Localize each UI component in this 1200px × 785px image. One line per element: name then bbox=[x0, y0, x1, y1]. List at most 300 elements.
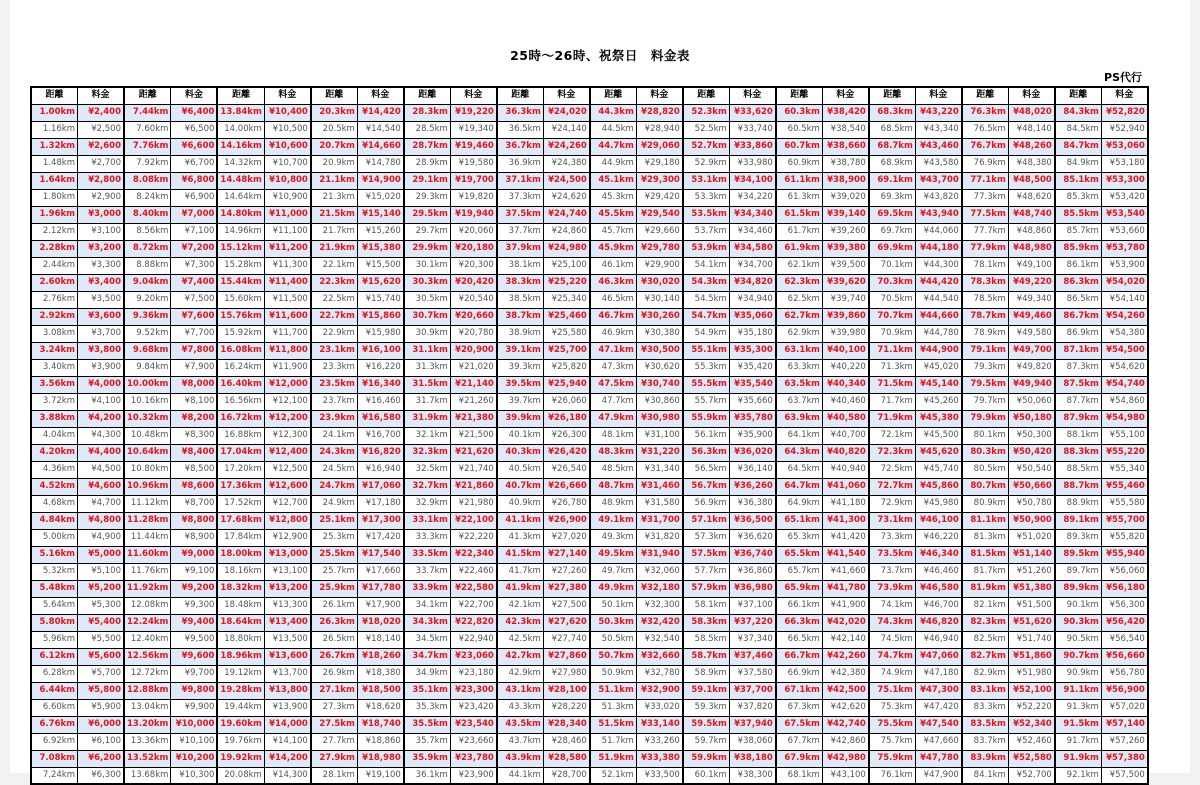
fare-cell: ¥29,060 bbox=[636, 138, 683, 155]
fare-cell: ¥33,140 bbox=[636, 716, 683, 733]
table-row bbox=[31, 121, 1148, 138]
distance-cell: 1.80km bbox=[31, 189, 78, 206]
distance-cell: 34.1km bbox=[404, 597, 451, 614]
fare-cell: ¥46,940 bbox=[915, 631, 962, 648]
distance-cell: 76.9km bbox=[962, 155, 1009, 172]
fare-cell: ¥47,540 bbox=[915, 716, 962, 733]
fare-cell: ¥45,380 bbox=[915, 410, 962, 427]
fare-cell: ¥33,020 bbox=[636, 699, 683, 716]
fare-cell: ¥5,100 bbox=[78, 563, 125, 580]
fare-cell: ¥51,140 bbox=[1008, 546, 1055, 563]
distance-cell: 86.1km bbox=[1055, 257, 1102, 274]
distance-cell: 58.9km bbox=[683, 665, 730, 682]
distance-cell: 55.9km bbox=[683, 410, 730, 427]
distance-cell: 66.5km bbox=[776, 631, 823, 648]
distance-cell: 64.1km bbox=[776, 427, 823, 444]
distance-cell: 23.3km bbox=[311, 359, 358, 376]
fare-cell: ¥44,540 bbox=[915, 291, 962, 308]
fare-cell: ¥12,600 bbox=[264, 478, 311, 495]
header-distance: 距離 bbox=[497, 87, 544, 104]
page-title: 25時～26時、祝祭日 料金表 bbox=[510, 48, 690, 63]
fare-cell: ¥11,400 bbox=[264, 274, 311, 291]
fare-cell: ¥50,180 bbox=[1008, 410, 1055, 427]
fare-cell: ¥53,660 bbox=[1101, 223, 1148, 240]
distance-cell: 84.1km bbox=[962, 767, 1009, 784]
distance-cell: 83.3km bbox=[962, 699, 1009, 716]
fare-cell: ¥13,600 bbox=[264, 648, 311, 665]
distance-cell: 70.5km bbox=[869, 291, 916, 308]
header-fare: 料金 bbox=[543, 87, 590, 104]
distance-cell: 40.9km bbox=[497, 495, 544, 512]
distance-cell: 57.9km bbox=[683, 580, 730, 597]
fare-cell: ¥24,260 bbox=[543, 138, 590, 155]
distance-cell: 79.9km bbox=[962, 410, 1009, 427]
fare-cell: ¥12,500 bbox=[264, 461, 311, 478]
fare-cell: ¥49,100 bbox=[1008, 257, 1055, 274]
distance-cell: 45.3km bbox=[590, 189, 637, 206]
distance-cell: 15.76km bbox=[217, 308, 264, 325]
fare-cell: ¥24,140 bbox=[543, 121, 590, 138]
distance-cell: 3.40km bbox=[31, 359, 78, 376]
fare-cell: ¥27,740 bbox=[543, 631, 590, 648]
fare-cell: ¥4,100 bbox=[78, 393, 125, 410]
fare-cell: ¥43,940 bbox=[915, 206, 962, 223]
distance-cell: 87.1km bbox=[1055, 342, 1102, 359]
fare-cell: ¥25,700 bbox=[543, 342, 590, 359]
distance-cell: 81.9km bbox=[962, 580, 1009, 597]
distance-cell: 24.7km bbox=[311, 478, 358, 495]
fare-cell: ¥54,740 bbox=[1101, 376, 1148, 393]
header-fare: 料金 bbox=[1008, 87, 1055, 104]
table-row bbox=[31, 495, 1148, 512]
distance-cell: 80.7km bbox=[962, 478, 1009, 495]
distance-cell: 72.3km bbox=[869, 444, 916, 461]
distance-cell: 40.5km bbox=[497, 461, 544, 478]
fare-cell: ¥7,500 bbox=[171, 291, 218, 308]
distance-cell: 11.28km bbox=[124, 512, 171, 529]
fare-cell: ¥30,620 bbox=[636, 359, 683, 376]
distance-cell: 40.7km bbox=[497, 478, 544, 495]
fare-cell: ¥9,300 bbox=[171, 597, 218, 614]
distance-cell: 47.3km bbox=[590, 359, 637, 376]
distance-cell: 5.96km bbox=[31, 631, 78, 648]
fare-cell: ¥47,420 bbox=[915, 699, 962, 716]
distance-cell: 10.64km bbox=[124, 444, 171, 461]
fare-cell: ¥40,820 bbox=[822, 444, 869, 461]
distance-cell: 69.7km bbox=[869, 223, 916, 240]
distance-cell: 22.5km bbox=[311, 291, 358, 308]
fare-cell: ¥25,580 bbox=[543, 325, 590, 342]
distance-cell: 57.1km bbox=[683, 512, 730, 529]
fare-cell: ¥21,980 bbox=[450, 495, 497, 512]
distance-cell: 44.9km bbox=[590, 155, 637, 172]
fare-cell: ¥18,020 bbox=[357, 614, 404, 631]
distance-cell: 37.5km bbox=[497, 206, 544, 223]
distance-cell: 56.7km bbox=[683, 478, 730, 495]
fare-cell: ¥19,220 bbox=[450, 104, 497, 121]
distance-cell: 84.3km bbox=[1055, 104, 1102, 121]
distance-cell: 49.1km bbox=[590, 512, 637, 529]
distance-cell: 37.9km bbox=[497, 240, 544, 257]
distance-cell: 44.3km bbox=[590, 104, 637, 121]
fare-cell: ¥6,400 bbox=[171, 104, 218, 121]
fare-cell: ¥39,980 bbox=[822, 325, 869, 342]
distance-cell: 21.3km bbox=[311, 189, 358, 206]
fare-cell: ¥9,600 bbox=[171, 648, 218, 665]
fare-cell: ¥21,860 bbox=[450, 478, 497, 495]
distance-cell: 19.12km bbox=[217, 665, 264, 682]
distance-cell: 70.7km bbox=[869, 308, 916, 325]
distance-cell: 73.1km bbox=[869, 512, 916, 529]
distance-cell: 10.32km bbox=[124, 410, 171, 427]
header-fare: 料金 bbox=[78, 87, 125, 104]
distance-cell: 9.20km bbox=[124, 291, 171, 308]
fare-cell: ¥54,020 bbox=[1101, 274, 1148, 291]
distance-cell: 16.56km bbox=[217, 393, 264, 410]
fare-cell: ¥35,780 bbox=[729, 410, 776, 427]
fare-cell: ¥8,600 bbox=[171, 478, 218, 495]
distance-cell: 88.7km bbox=[1055, 478, 1102, 495]
distance-cell: 65.3km bbox=[776, 529, 823, 546]
distance-cell: 13.68km bbox=[124, 767, 171, 784]
distance-cell: 14.00km bbox=[217, 121, 264, 138]
distance-cell: 16.40km bbox=[217, 376, 264, 393]
table-row bbox=[31, 665, 1148, 682]
distance-cell: 87.5km bbox=[1055, 376, 1102, 393]
fare-cell: ¥21,740 bbox=[450, 461, 497, 478]
fare-cell: ¥39,500 bbox=[822, 257, 869, 274]
distance-cell: 74.9km bbox=[869, 665, 916, 682]
distance-cell: 30.3km bbox=[404, 274, 451, 291]
fare-cell: ¥52,100 bbox=[1008, 682, 1055, 699]
distance-cell: 59.9km bbox=[683, 750, 730, 767]
distance-cell: 72.9km bbox=[869, 495, 916, 512]
distance-cell: 16.08km bbox=[217, 342, 264, 359]
fare-cell: ¥30,020 bbox=[636, 274, 683, 291]
fare-cell: ¥41,420 bbox=[822, 529, 869, 546]
fare-cell: ¥38,180 bbox=[729, 750, 776, 767]
distance-cell: 8.72km bbox=[124, 240, 171, 257]
distance-cell: 19.44km bbox=[217, 699, 264, 716]
fare-cell: ¥46,700 bbox=[915, 597, 962, 614]
distance-cell: 36.1km bbox=[404, 767, 451, 784]
distance-cell: 43.5km bbox=[497, 716, 544, 733]
fare-cell: ¥42,500 bbox=[822, 682, 869, 699]
fare-cell: ¥27,260 bbox=[543, 563, 590, 580]
distance-cell: 84.9km bbox=[1055, 155, 1102, 172]
fare-cell: ¥3,300 bbox=[78, 257, 125, 274]
fare-cell: ¥15,980 bbox=[357, 325, 404, 342]
distance-cell: 82.1km bbox=[962, 597, 1009, 614]
fare-cell: ¥48,020 bbox=[1008, 104, 1055, 121]
distance-cell: 2.92km bbox=[31, 308, 78, 325]
fare-cell: ¥4,200 bbox=[78, 410, 125, 427]
fare-cell: ¥24,380 bbox=[543, 155, 590, 172]
fare-cell: ¥50,900 bbox=[1008, 512, 1055, 529]
fare-cell: ¥3,400 bbox=[78, 274, 125, 291]
distance-cell: 53.9km bbox=[683, 240, 730, 257]
fare-cell: ¥31,820 bbox=[636, 529, 683, 546]
header-fare: 料金 bbox=[264, 87, 311, 104]
fare-cell: ¥44,780 bbox=[915, 325, 962, 342]
fare-cell: ¥17,900 bbox=[357, 597, 404, 614]
fare-cell: ¥44,180 bbox=[915, 240, 962, 257]
fare-cell: ¥34,700 bbox=[729, 257, 776, 274]
distance-cell: 82.3km bbox=[962, 614, 1009, 631]
distance-cell: 73.5km bbox=[869, 546, 916, 563]
distance-cell: 29.1km bbox=[404, 172, 451, 189]
distance-cell: 63.7km bbox=[776, 393, 823, 410]
table-row bbox=[31, 104, 1148, 121]
fare-cell: ¥40,100 bbox=[822, 342, 869, 359]
fare-cell: ¥33,740 bbox=[729, 121, 776, 138]
distance-cell: 76.1km bbox=[869, 767, 916, 784]
distance-cell: 82.5km bbox=[962, 631, 1009, 648]
fare-cell: ¥40,940 bbox=[822, 461, 869, 478]
fare-cell: ¥49,940 bbox=[1008, 376, 1055, 393]
distance-cell: 59.7km bbox=[683, 733, 730, 750]
distance-cell: 7.24km bbox=[31, 767, 78, 784]
fare-cell: ¥27,380 bbox=[543, 580, 590, 597]
fare-cell: ¥9,400 bbox=[171, 614, 218, 631]
fare-cell: ¥5,000 bbox=[78, 546, 125, 563]
distance-cell: 21.7km bbox=[311, 223, 358, 240]
distance-cell: 83.9km bbox=[962, 750, 1009, 767]
table-row bbox=[31, 291, 1148, 308]
fare-cell: ¥37,820 bbox=[729, 699, 776, 716]
fare-cell: ¥56,540 bbox=[1101, 631, 1148, 648]
table-row bbox=[31, 189, 1148, 206]
fare-cell: ¥7,400 bbox=[171, 274, 218, 291]
distance-cell: 7.76km bbox=[124, 138, 171, 155]
distance-cell: 15.60km bbox=[217, 291, 264, 308]
distance-cell: 76.5km bbox=[962, 121, 1009, 138]
distance-cell: 49.5km bbox=[590, 546, 637, 563]
fare-cell: ¥38,660 bbox=[822, 138, 869, 155]
fare-cell: ¥45,140 bbox=[915, 376, 962, 393]
fare-cell: ¥5,300 bbox=[78, 597, 125, 614]
distance-cell: 26.3km bbox=[311, 614, 358, 631]
fare-cell: ¥48,620 bbox=[1008, 189, 1055, 206]
fare-cell: ¥9,200 bbox=[171, 580, 218, 597]
fare-cell: ¥7,100 bbox=[171, 223, 218, 240]
fare-cell: ¥56,660 bbox=[1101, 648, 1148, 665]
fare-cell: ¥26,660 bbox=[543, 478, 590, 495]
fare-cell: ¥27,500 bbox=[543, 597, 590, 614]
distance-cell: 32.5km bbox=[404, 461, 451, 478]
distance-cell: 59.5km bbox=[683, 716, 730, 733]
table-row bbox=[31, 308, 1148, 325]
distance-cell: 29.7km bbox=[404, 223, 451, 240]
fare-cell: ¥47,900 bbox=[915, 767, 962, 784]
distance-cell: 32.7km bbox=[404, 478, 451, 495]
fare-cell: ¥56,300 bbox=[1101, 597, 1148, 614]
fare-cell: ¥14,540 bbox=[357, 121, 404, 138]
distance-cell: 69.3km bbox=[869, 189, 916, 206]
fare-cell: ¥52,820 bbox=[1101, 104, 1148, 121]
fare-cell: ¥42,260 bbox=[822, 648, 869, 665]
fare-cell: ¥20,780 bbox=[450, 325, 497, 342]
fare-cell: ¥11,500 bbox=[264, 291, 311, 308]
distance-cell: 58.5km bbox=[683, 631, 730, 648]
distance-cell: 67.3km bbox=[776, 699, 823, 716]
fare-cell: ¥16,940 bbox=[357, 461, 404, 478]
fare-cell: ¥6,300 bbox=[78, 767, 125, 784]
distance-cell: 51.5km bbox=[590, 716, 637, 733]
fare-cell: ¥33,860 bbox=[729, 138, 776, 155]
distance-cell: 60.9km bbox=[776, 155, 823, 172]
distance-cell: 11.60km bbox=[124, 546, 171, 563]
distance-cell: 60.1km bbox=[683, 767, 730, 784]
distance-cell: 9.04km bbox=[124, 274, 171, 291]
table-row bbox=[31, 478, 1148, 495]
distance-cell: 47.9km bbox=[590, 410, 637, 427]
fare-cell: ¥26,540 bbox=[543, 461, 590, 478]
distance-cell: 25.3km bbox=[311, 529, 358, 546]
distance-cell: 17.52km bbox=[217, 495, 264, 512]
distance-cell: 22.7km bbox=[311, 308, 358, 325]
fare-cell: ¥19,700 bbox=[450, 172, 497, 189]
fare-cell: ¥5,700 bbox=[78, 665, 125, 682]
distance-cell: 38.7km bbox=[497, 308, 544, 325]
fare-cell: ¥17,180 bbox=[357, 495, 404, 512]
distance-cell: 6.60km bbox=[31, 699, 78, 716]
distance-cell: 52.1km bbox=[590, 767, 637, 784]
fare-cell: ¥15,140 bbox=[357, 206, 404, 223]
fare-cell: ¥46,820 bbox=[915, 614, 962, 631]
table-row bbox=[31, 257, 1148, 274]
fare-cell: ¥13,900 bbox=[264, 699, 311, 716]
distance-cell: 23.7km bbox=[311, 393, 358, 410]
fare-cell: ¥17,660 bbox=[357, 563, 404, 580]
fare-cell: ¥15,620 bbox=[357, 274, 404, 291]
distance-cell: 87.9km bbox=[1055, 410, 1102, 427]
distance-cell: 60.3km bbox=[776, 104, 823, 121]
header-distance: 距離 bbox=[1055, 87, 1102, 104]
distance-cell: 48.1km bbox=[590, 427, 637, 444]
distance-cell: 57.7km bbox=[683, 563, 730, 580]
distance-cell: 39.3km bbox=[497, 359, 544, 376]
fare-cell: ¥15,740 bbox=[357, 291, 404, 308]
distance-cell: 55.1km bbox=[683, 342, 730, 359]
distance-cell: 74.3km bbox=[869, 614, 916, 631]
distance-cell: 77.1km bbox=[962, 172, 1009, 189]
distance-cell: 2.28km bbox=[31, 240, 78, 257]
fare-cell: ¥41,060 bbox=[822, 478, 869, 495]
fare-cell: ¥5,600 bbox=[78, 648, 125, 665]
fare-cell: ¥38,780 bbox=[822, 155, 869, 172]
fare-cell: ¥29,780 bbox=[636, 240, 683, 257]
spreadsheet-page bbox=[10, 0, 1190, 780]
distance-cell: 25.7km bbox=[311, 563, 358, 580]
distance-cell: 5.16km bbox=[31, 546, 78, 563]
fare-cell: ¥22,460 bbox=[450, 563, 497, 580]
distance-cell: 63.1km bbox=[776, 342, 823, 359]
distance-cell: 27.3km bbox=[311, 699, 358, 716]
distance-cell: 80.1km bbox=[962, 427, 1009, 444]
fare-cell: ¥9,500 bbox=[171, 631, 218, 648]
fare-cell: ¥22,340 bbox=[450, 546, 497, 563]
fare-cell: ¥8,200 bbox=[171, 410, 218, 427]
fare-cell: ¥30,740 bbox=[636, 376, 683, 393]
distance-cell: 32.1km bbox=[404, 427, 451, 444]
distance-cell: 81.5km bbox=[962, 546, 1009, 563]
distance-cell: 86.3km bbox=[1055, 274, 1102, 291]
distance-cell: 83.7km bbox=[962, 733, 1009, 750]
distance-cell: 45.5km bbox=[590, 206, 637, 223]
fare-cell: ¥26,900 bbox=[543, 512, 590, 529]
distance-cell: 33.5km bbox=[404, 546, 451, 563]
fare-cell: ¥33,620 bbox=[729, 104, 776, 121]
distance-cell: 33.3km bbox=[404, 529, 451, 546]
distance-cell: 91.7km bbox=[1055, 733, 1102, 750]
fare-cell: ¥30,260 bbox=[636, 308, 683, 325]
fare-cell: ¥6,600 bbox=[171, 138, 218, 155]
fare-cell: ¥14,300 bbox=[264, 767, 311, 784]
fare-cell: ¥36,500 bbox=[729, 512, 776, 529]
distance-cell: 30.5km bbox=[404, 291, 451, 308]
distance-cell: 59.1km bbox=[683, 682, 730, 699]
fare-cell: ¥16,580 bbox=[357, 410, 404, 427]
distance-cell: 75.5km bbox=[869, 716, 916, 733]
fare-cell: ¥45,980 bbox=[915, 495, 962, 512]
fare-table bbox=[30, 86, 1149, 785]
distance-cell: 29.5km bbox=[404, 206, 451, 223]
fare-cell: ¥17,540 bbox=[357, 546, 404, 563]
fare-cell: ¥16,340 bbox=[357, 376, 404, 393]
fare-cell: ¥27,620 bbox=[543, 614, 590, 631]
distance-cell: 66.9km bbox=[776, 665, 823, 682]
table-row bbox=[31, 172, 1148, 189]
distance-cell: 37.3km bbox=[497, 189, 544, 206]
distance-cell: 49.7km bbox=[590, 563, 637, 580]
fare-cell: ¥12,300 bbox=[264, 427, 311, 444]
fare-cell: ¥4,900 bbox=[78, 529, 125, 546]
distance-cell: 74.7km bbox=[869, 648, 916, 665]
fare-cell: ¥49,340 bbox=[1008, 291, 1055, 308]
distance-cell: 20.9km bbox=[311, 155, 358, 172]
fare-cell: ¥28,340 bbox=[543, 716, 590, 733]
distance-cell: 64.3km bbox=[776, 444, 823, 461]
fare-cell: ¥25,340 bbox=[543, 291, 590, 308]
distance-cell: 29.9km bbox=[404, 240, 451, 257]
fare-cell: ¥36,140 bbox=[729, 461, 776, 478]
distance-cell: 57.3km bbox=[683, 529, 730, 546]
distance-cell: 71.1km bbox=[869, 342, 916, 359]
fare-cell: ¥28,460 bbox=[543, 733, 590, 750]
fare-cell: ¥17,420 bbox=[357, 529, 404, 546]
fare-cell: ¥6,700 bbox=[171, 155, 218, 172]
distance-cell: 55.7km bbox=[683, 393, 730, 410]
fare-cell: ¥13,800 bbox=[264, 682, 311, 699]
distance-cell: 88.1km bbox=[1055, 427, 1102, 444]
fare-cell: ¥14,780 bbox=[357, 155, 404, 172]
distance-cell: 29.3km bbox=[404, 189, 451, 206]
distance-cell: 13.84km bbox=[217, 104, 264, 121]
header-distance: 距離 bbox=[962, 87, 1009, 104]
table-row bbox=[31, 563, 1148, 580]
distance-cell: 65.1km bbox=[776, 512, 823, 529]
fare-cell: ¥42,380 bbox=[822, 665, 869, 682]
distance-cell: 61.1km bbox=[776, 172, 823, 189]
distance-cell: 32.9km bbox=[404, 495, 451, 512]
fare-cell: ¥36,620 bbox=[729, 529, 776, 546]
distance-cell: 12.24km bbox=[124, 614, 171, 631]
distance-cell: 42.3km bbox=[497, 614, 544, 631]
fare-cell: ¥35,300 bbox=[729, 342, 776, 359]
distance-cell: 80.3km bbox=[962, 444, 1009, 461]
fare-cell: ¥53,900 bbox=[1101, 257, 1148, 274]
